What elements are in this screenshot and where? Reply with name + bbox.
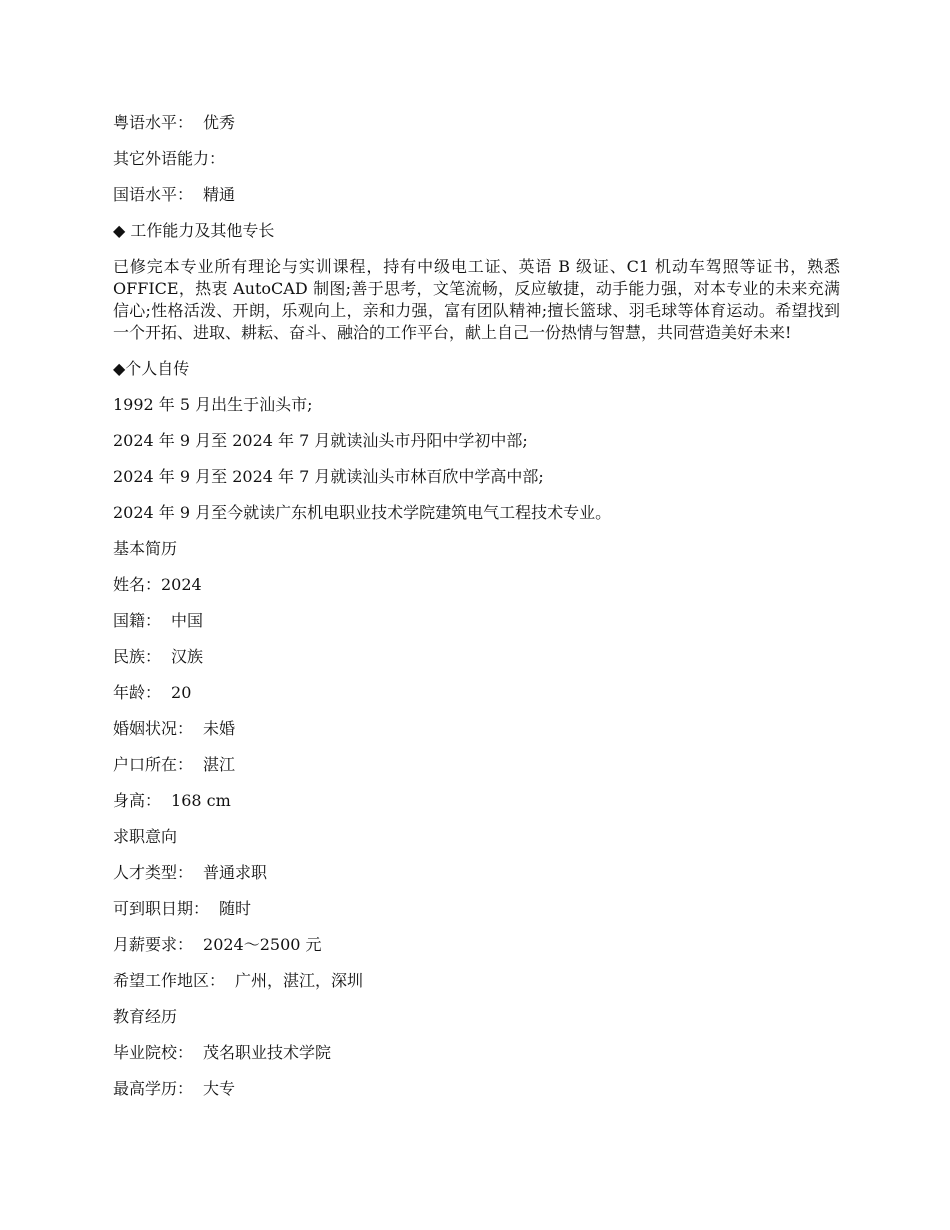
field-label: 人才类型： [113, 863, 194, 882]
field-label: 户口所在： [113, 755, 194, 774]
cantonese-level-line [113, 112, 840, 134]
field-value: 湛江 [203, 755, 236, 774]
age-line [113, 682, 840, 704]
height-line [113, 790, 840, 812]
field-label: 国语水平： [113, 185, 194, 204]
field-value: 20 [171, 683, 192, 702]
bio-item: 1992 年 5 月出生于汕头市; [113, 395, 313, 414]
bio-item: 2024 年 9 月至 2024 年 7 月就读汕头市丹阳中学初中部; [113, 431, 528, 450]
name-line: 姓名：2024 [113, 575, 202, 594]
mandarin-level-line [113, 184, 840, 206]
field-value: 广州，湛江，深圳 [235, 971, 364, 990]
work-region-line [113, 970, 840, 992]
education-heading: 教育经历 [113, 1007, 178, 1026]
bio-item: 2024 年 9 月至 2024 年 7 月就读汕头市林百欣中学高中部; [113, 467, 544, 486]
field-value: 普通求职 [203, 863, 268, 882]
field-value: 中国 [171, 611, 204, 630]
field-value: 精通 [203, 185, 236, 204]
field-label: 身高： [113, 791, 162, 810]
field-value: 茂名职业技术学院 [203, 1043, 332, 1062]
field-label: 毕业院校： [113, 1043, 194, 1062]
marital-status-line [113, 718, 840, 740]
field-value: 随时 [219, 899, 252, 918]
field-label: 最高学历： [113, 1079, 194, 1098]
field-label: 婚姻状况： [113, 719, 194, 738]
field-value: 大专 [203, 1079, 236, 1098]
nationality-line [113, 610, 840, 632]
field-label: 希望工作地区： [113, 971, 226, 990]
resume-document [113, 112, 840, 1114]
talent-type-line [113, 862, 840, 884]
salary-line [113, 934, 840, 956]
bio-item: 2024 年 9 月至今就读广东机电职业技术学院建筑电气工程技术专业。 [113, 503, 612, 522]
skills-heading: ◆ 工作能力及其他专长 [113, 221, 275, 240]
field-label: 可到职日期： [113, 899, 210, 918]
field-label: 民族： [113, 647, 162, 666]
field-label: 粤语水平： [113, 113, 194, 132]
bio-heading: ◆个人自传 [113, 359, 190, 378]
field-value: 168 cm [171, 791, 231, 810]
field-value: 优秀 [203, 113, 236, 132]
field-value: 2024～2500 元 [203, 935, 322, 954]
basic-info-heading: 基本简历 [113, 539, 178, 558]
available-date-line [113, 898, 840, 920]
field-value: 汉族 [171, 647, 204, 666]
school-line [113, 1042, 840, 1064]
ethnicity-line [113, 646, 840, 668]
skills-paragraph: 已修完本专业所有理论与实训课程，持有中级电工证、英语 B 级证、C1 机动车驾照等证书，熟悉 OFFICE，热衷 AutoCAD 制图;善于思考，文笔流畅，反应敏捷，动手能力强，对本专业的未来充满信心;性格活泼、开朗，乐观向上，亲和力强，富有团队精神;擅长篮球、羽毛球等体育运动。希望找到一个开拓、进取、耕耘、奋斗、融洽的工作平台，献上自己一份热情与智慧，共同营造美好未来! [113, 257, 840, 342]
other-language-line [113, 148, 840, 170]
field-label: 其它外语能力： [113, 149, 226, 168]
highest-degree-line [113, 1078, 840, 1100]
field-label: 月薪要求： [113, 935, 194, 954]
job-intention-heading: 求职意向 [113, 827, 178, 846]
household-registration-line [113, 754, 840, 776]
field-value: 未婚 [203, 719, 236, 738]
field-label: 年龄： [113, 683, 162, 702]
field-label: 国籍： [113, 611, 162, 630]
